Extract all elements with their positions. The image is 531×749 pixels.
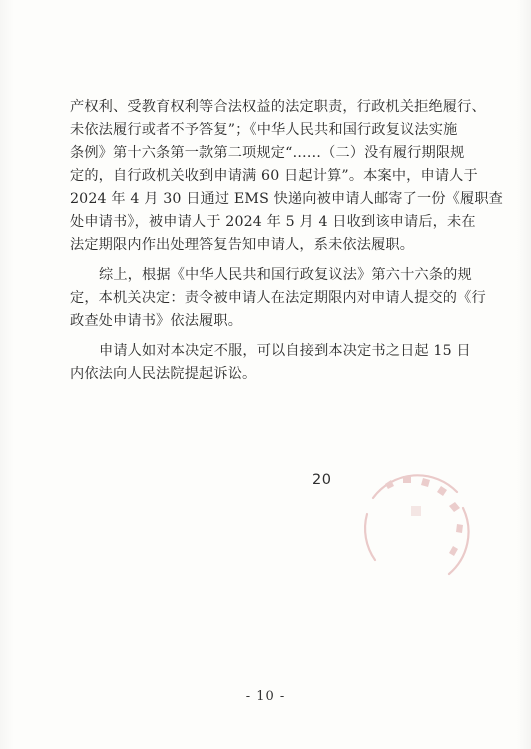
text-line: 定，本机关决定：责令被申请人在法定期限内对申请人提交的《行 (70, 290, 486, 306)
paragraph-appeal-notice (70, 340, 470, 386)
document-body (70, 96, 503, 393)
text-line: 未依法履行或者不予答复”；《中华人民共和国行政复议法实施 (70, 122, 458, 138)
official-seal-icon (345, 462, 475, 592)
paragraph-legal-basis (70, 96, 503, 257)
text-line: 综上，根据《中华人民共和国行政复议法》第六十六条的规 (99, 267, 472, 283)
page-number: - 10 - (245, 689, 286, 704)
text-line: 法定期限内作出处理答复告知申请人，系未依法履职。 (70, 237, 415, 253)
decision-date: 20 (312, 472, 332, 488)
paragraph-decision (70, 264, 486, 333)
text-line: 申请人如对本决定不服，可以自接到本决定书之日起 15 日 (99, 343, 471, 359)
text-line: 内依法向人民法院提起诉讼。 (70, 366, 257, 382)
text-line: 政查处申请书》依法履职。 (70, 313, 243, 329)
text-line: 定的，自行政机关收到申请满 60 日起计算”。本案中，申请人于 (70, 168, 478, 184)
text-line: 处申请书》，被申请人于 2024 年 5 月 4 日收到该申请后，未在 (70, 214, 476, 230)
text-line: 条例》第十六条第一款第二项规定“……（二）没有履行期限规 (70, 145, 465, 161)
text-line: 产权利、受教育权利等合法权益的法定职责，行政机关拒绝履行、 (70, 99, 486, 115)
text-line: 2024 年 4 月 30 日通过 EMS 快递向被申请人邮寄了一份《履职查 (70, 191, 503, 207)
